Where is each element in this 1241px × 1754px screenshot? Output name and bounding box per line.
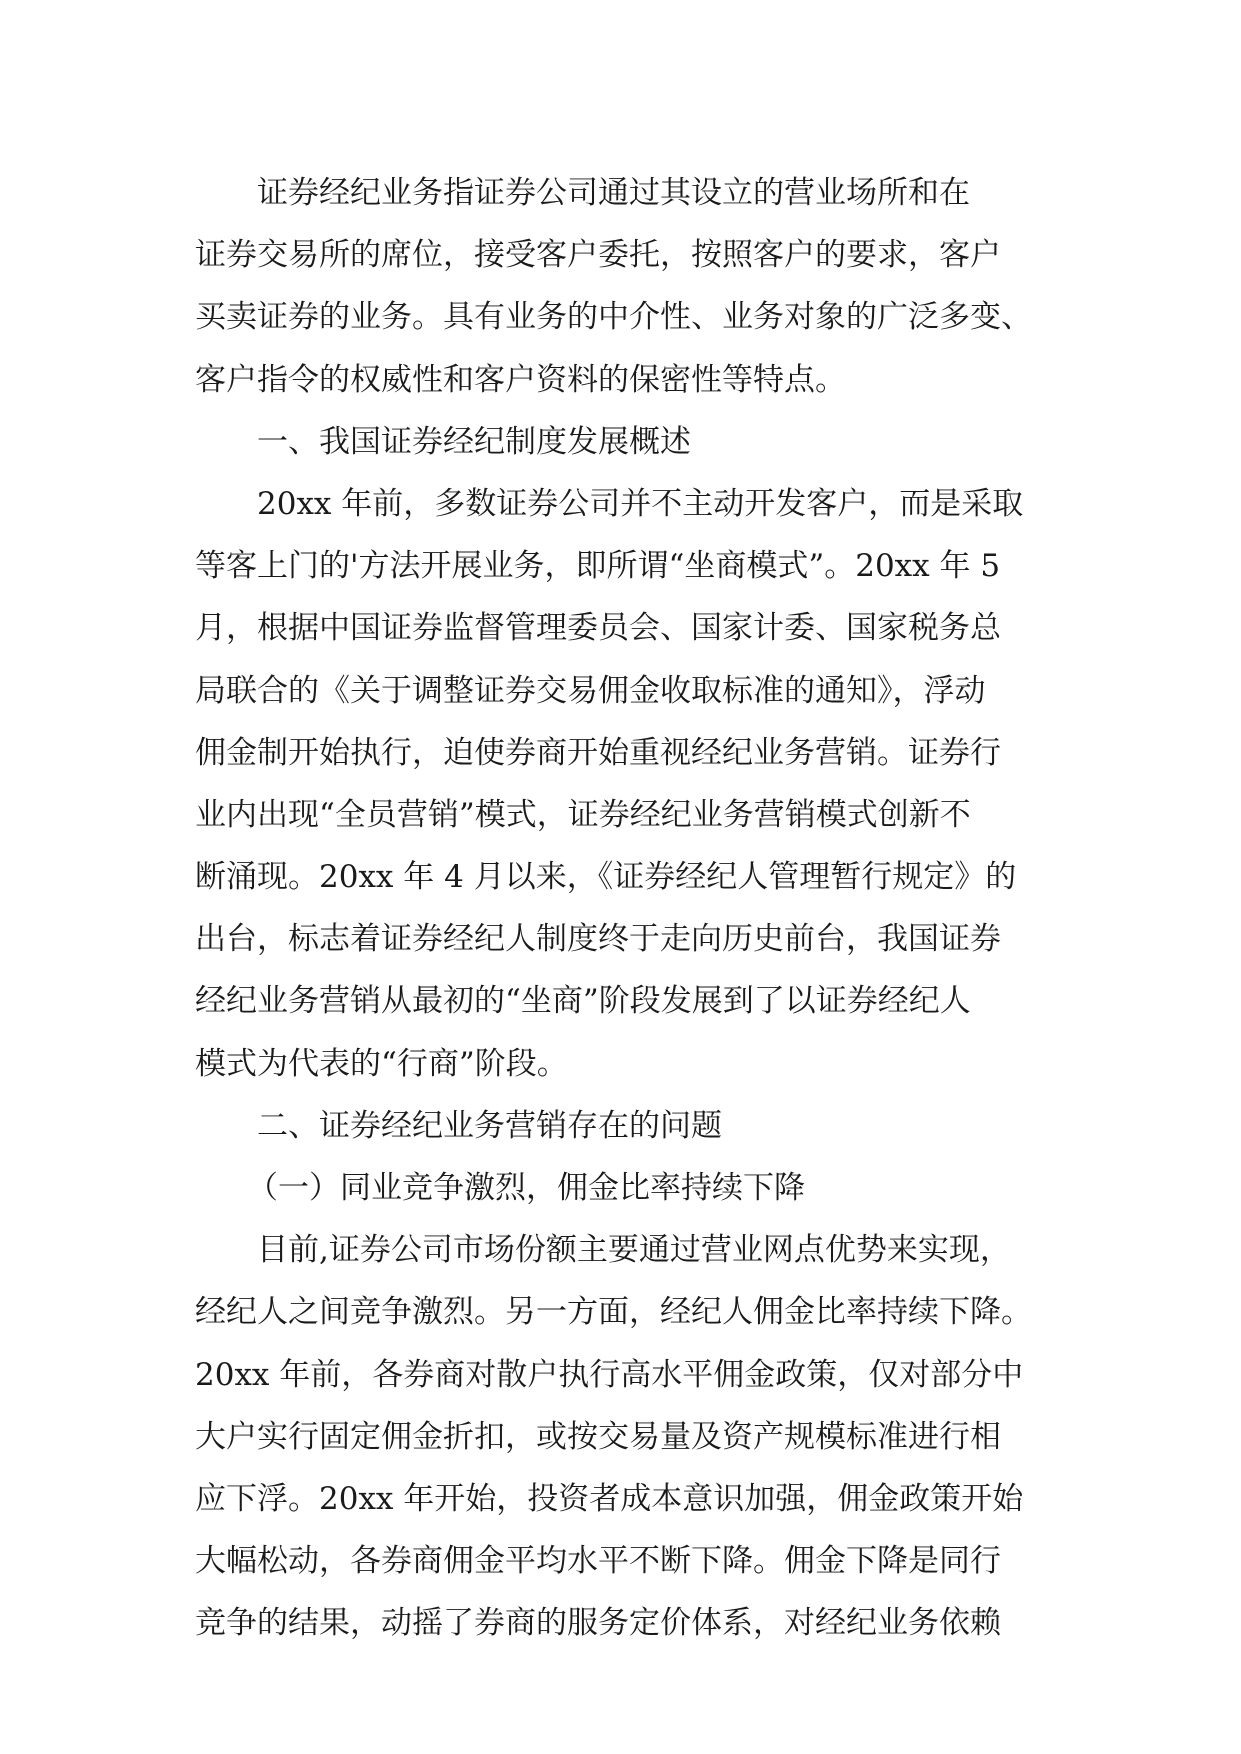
paragraph-3-line-5: 应下浮。20xx 年开始，投资者成本意识加强，佣金政策开始 — [195, 1480, 1024, 1517]
paragraph-2-line-9: 经纪业务营销从最初的“坐商”阶段发展到了以证券经纪人 — [195, 983, 971, 1020]
document-body — [195, 162, 1055, 1655]
paragraph-2-line-8: 出台，标志着证券经纪人制度终于走向历史前台，我国证券 — [195, 921, 1001, 958]
paragraph-1-line-3: 买卖证券的业务。具有业务的中介性、业务对象的广泛多变、 — [195, 299, 1032, 336]
paragraph-3-line-7: 竞争的结果，动摇了券商的服务定价体系，对经纪业务依赖 — [195, 1605, 1001, 1642]
paragraph-2-line-5: 佣金制开始执行，迫使券商开始重视经纪业务营销。证券行 — [195, 734, 1001, 771]
subsection-heading-1: （一）同业竞争激烈，佣金比率持续下降 — [247, 1170, 805, 1206]
section-heading-1: 一、我国证券经纪制度发展概述 — [257, 423, 691, 460]
paragraph-2-line-1: 20xx 年前，多数证券公司并不主动开发客户，而是采取 — [257, 485, 1024, 522]
paragraph-2-line-10: 模式为代表的“行商”阶段。 — [195, 1045, 568, 1082]
paragraph-2-line-6: 业内出现“全员营销”模式，证券经纪业务营销模式创新不 — [195, 796, 971, 833]
paragraph-2-line-3: 月，根据中国证券监督管理委员会、国家计委、国家税务总 — [195, 610, 1001, 647]
paragraph-3-line-3: 20xx 年前，各券商对散户执行高水平佣金政策，仅对部分中 — [195, 1356, 1024, 1393]
paragraph-3-line-4: 大户实行固定佣金折扣，或按交易量及资产规模标准进行相 — [195, 1418, 1001, 1455]
section-heading-2: 二、证券经纪业务营销存在的问题 — [257, 1107, 722, 1144]
paragraph-1-line-4: 客户指令的权威性和客户资料的保密性等特点。 — [195, 361, 846, 398]
paragraph-1-line-1: 证券经纪业务指证券公司通过其设立的营业场所和在 — [257, 175, 970, 211]
paragraph-3-line-1: 目前,证券公司市场份额主要通过营业网点优势来实现， — [257, 1232, 1011, 1269]
paragraph-2-line-4: 局联合的《关于调整证券交易佣金收取标准的通知》，浮动 — [195, 672, 986, 709]
paragraph-2-line-2: 等客上门的'方法开展业务，即所谓“坐商模式”。20xx 年 5 — [195, 548, 1001, 585]
paragraph-3-line-6: 大幅松动，各券商佣金平均水平不断下降。佣金下降是同行 — [195, 1543, 1001, 1580]
paragraph-1-line-2: 证券交易所的席位，接受客户委托，按照客户的要求，客户 — [195, 237, 1001, 274]
paragraph-3-line-2: 经纪人之间竞争激烈。另一方面，经纪人佣金比率持续下降。 — [195, 1294, 1032, 1331]
paragraph-2-line-7: 断涌现。20xx 年 4 月以来，《证券经纪人管理暂行规定》的 — [195, 859, 1017, 896]
